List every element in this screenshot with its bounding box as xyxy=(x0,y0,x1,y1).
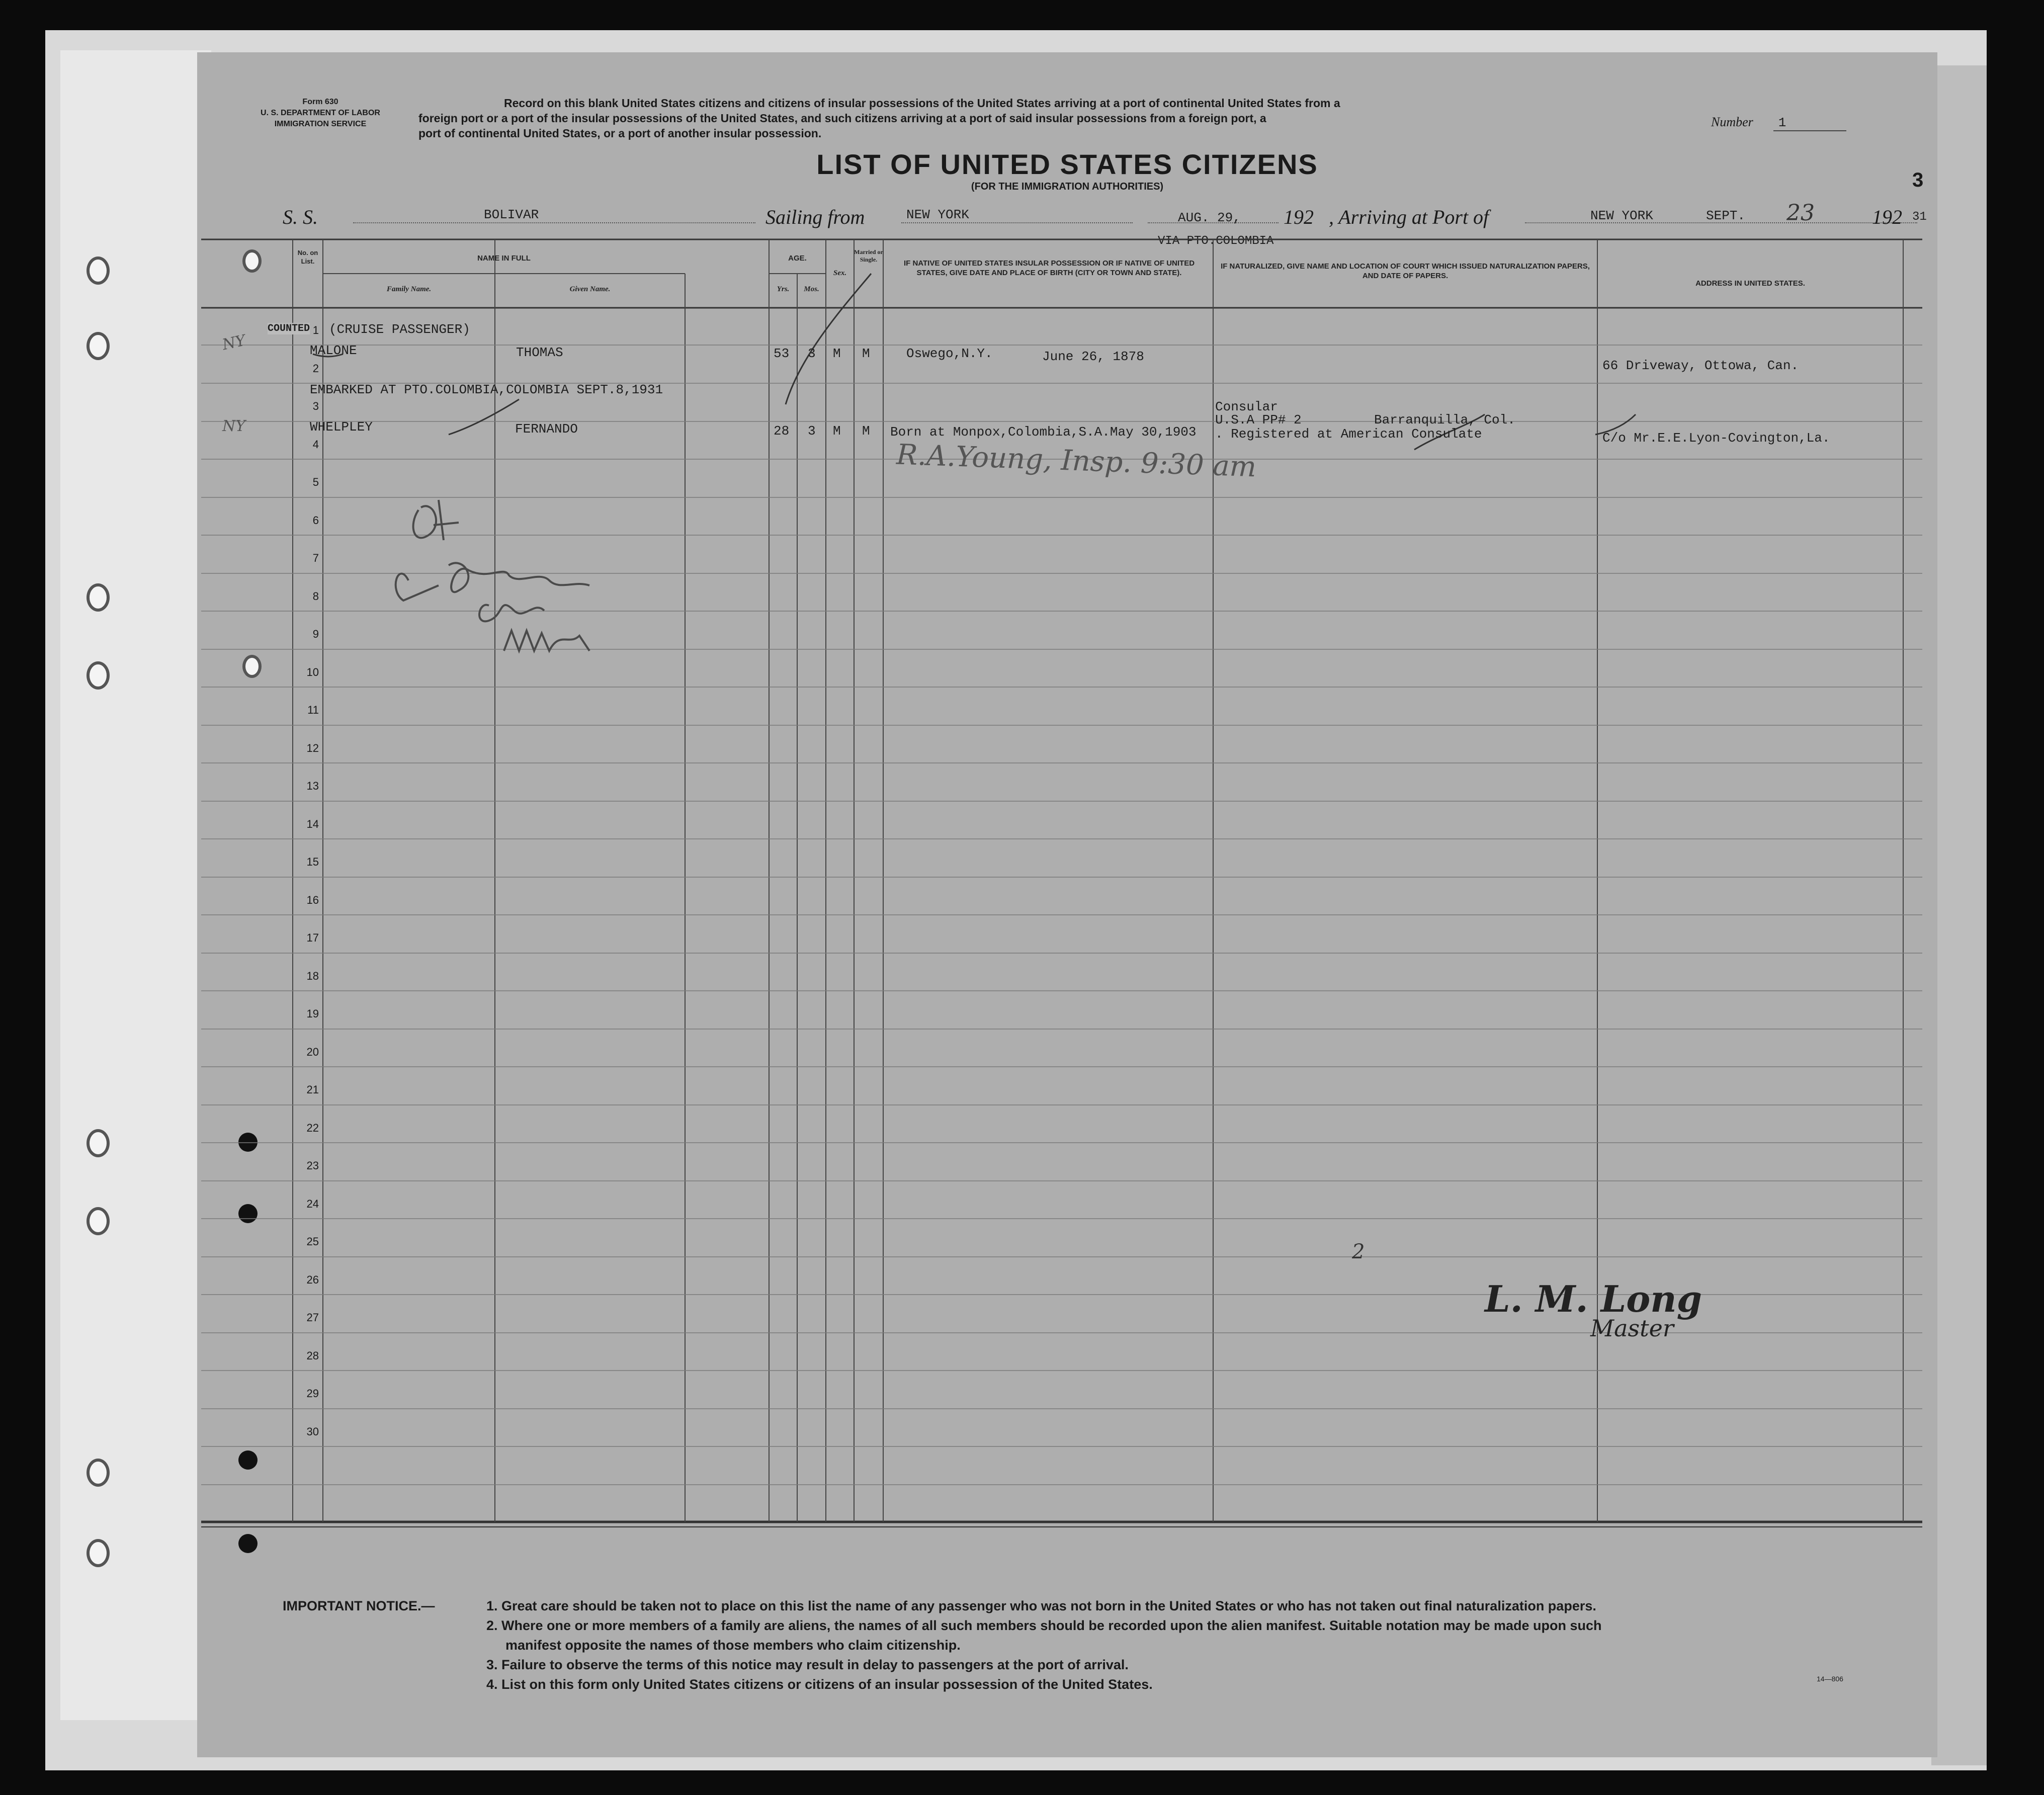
manifest-sheet xyxy=(197,52,1937,1757)
record-instruction-1: Record on this blank United States citizens and citizens of insular possessions of the United States arriving at a port of continental United States from a xyxy=(504,97,1340,110)
page-subtitle: (FOR THE IMMIGRATION AUTHORITIES) xyxy=(971,181,1164,192)
binder-hole xyxy=(87,1207,110,1235)
arriving-port: NEW YORK xyxy=(1590,208,1653,223)
page-mark: 3 xyxy=(1912,169,1924,191)
notice-item-2a: 2. Where one or more members of a family are aliens, the names of all such members should be recorded upon the alien manifest. Suitable notation may be made upon such xyxy=(486,1618,1602,1633)
col-age: AGE. xyxy=(788,254,807,263)
r3-yrs: 28 xyxy=(774,423,790,439)
binder-hole xyxy=(87,257,110,285)
row-number: 5 xyxy=(312,476,319,488)
r1-family-name: MALONE xyxy=(310,343,357,358)
row-number: 24 xyxy=(306,1197,319,1210)
col-sex: Sex. xyxy=(833,269,847,277)
form-number: Form 630 xyxy=(302,98,338,106)
binder-hole xyxy=(87,1539,110,1567)
arriving-label: , Arriving at Port of xyxy=(1329,206,1489,228)
ss-label: S. S. xyxy=(283,206,318,228)
r1-address: 66 Driveway, Ottowa, Can. xyxy=(1602,358,1799,373)
r3-married: M xyxy=(862,423,870,439)
row-number: 20 xyxy=(306,1045,319,1058)
binder-hole xyxy=(87,1459,110,1487)
margin-note-1: NY xyxy=(220,331,247,354)
row-number: 27 xyxy=(306,1311,319,1324)
record-instruction-2: foreign port or a port of the insular possessions of the United States, and such citizens arriving at a port of said insular possessions from a foreign port, a xyxy=(418,112,1266,125)
r3-mos: 3 xyxy=(808,423,816,439)
col-mos: Mos. xyxy=(804,285,819,293)
row-number: 10 xyxy=(306,665,319,678)
row-number: 1 xyxy=(312,324,319,336)
row-number: 9 xyxy=(312,628,319,640)
col-name-in-full: NAME IN FULL xyxy=(477,254,531,263)
r3-given-name: FERNANDO xyxy=(515,421,578,437)
binder-hole xyxy=(87,583,110,612)
table-grid xyxy=(197,52,1937,1757)
col-no: No. on List. xyxy=(297,249,318,265)
r1-mos: 3 xyxy=(808,346,816,361)
page-title: LIST OF UNITED STATES CITIZENS xyxy=(816,148,1318,180)
row-number: 16 xyxy=(306,893,319,906)
number-label: Number xyxy=(1711,115,1753,129)
notice-item-4: 4. List on this form only United States citizens or citizens of an insular possession of the United States. xyxy=(486,1677,1153,1692)
r1-birth-date: June 26, 1878 xyxy=(1042,349,1144,364)
number-value: 1 xyxy=(1773,115,1847,131)
row-number: 26 xyxy=(306,1273,319,1286)
sailing-from: NEW YORK xyxy=(906,207,969,222)
col-naturalized: IF NATURALIZED, GIVE NAME AND LOCATION OF COURT WHICH ISSUED NATURALIZATION PAPERS, AND DATE OF PAPERS. xyxy=(1221,262,1590,280)
notice-label: IMPORTANT NOTICE.— xyxy=(283,1598,435,1613)
r3-nat-location: Barranquilla, Col. xyxy=(1374,412,1515,428)
r1-yrs: 53 xyxy=(774,346,790,361)
r3-nat-registered: . Registered at American Consulate xyxy=(1215,426,1482,442)
binder-hole xyxy=(87,1129,110,1157)
col-family-name: Family Name. xyxy=(386,285,432,293)
row-number: 3 xyxy=(312,400,319,412)
r3-nat-consular: Consular xyxy=(1215,399,1278,414)
row-number: 25 xyxy=(306,1235,319,1248)
master-title: Master xyxy=(1590,1315,1674,1342)
year-suffix: 31 xyxy=(1912,210,1927,224)
col-married: Married or Single. xyxy=(854,248,883,263)
r3-nat-passport: U.S.A PP# 2 xyxy=(1215,412,1302,428)
underlying-page-edge xyxy=(1931,65,1987,1765)
row-number: 19 xyxy=(306,1007,319,1020)
row-number: 17 xyxy=(306,931,319,944)
master-signature: L. M. Long xyxy=(1485,1277,1702,1320)
form-code: 14—806 xyxy=(1817,1675,1843,1683)
r3-family-name: WHELPLEY xyxy=(310,419,373,435)
binder-hole xyxy=(87,332,110,360)
sailing-date: AUG. 29, xyxy=(1178,210,1241,225)
record-instruction-3: port of continental United States, or a port of another insular possession. xyxy=(418,127,822,140)
row-number: 15 xyxy=(306,856,319,868)
row-number: 30 xyxy=(306,1425,319,1438)
r1-married: M xyxy=(862,346,870,361)
r1-given-name: THOMAS xyxy=(516,345,563,360)
row-number: 8 xyxy=(312,589,319,603)
cruise-note: (CRUISE PASSENGER) xyxy=(329,322,470,337)
row-number: 18 xyxy=(306,969,319,982)
notice-item-1: 1. Great care should be taken not to place on this list the name of any passenger who was not born in the United States or who has not taken out final naturalization papers. xyxy=(486,1598,1596,1613)
arrival-day: 23 xyxy=(1786,200,1815,226)
row-number: 12 xyxy=(306,741,319,754)
row-number: 2 xyxy=(312,362,319,375)
r1-sex: M xyxy=(833,346,841,361)
r3-address: C/o Mr.E.E.Lyon-Covington,La. xyxy=(1602,431,1830,446)
r3-sex: M xyxy=(833,423,841,439)
via-port: VIA PTO.COLOMBIA xyxy=(1158,234,1274,248)
col-address: ADDRESS IN UNITED STATES. xyxy=(1695,279,1805,288)
col-yrs: Yrs. xyxy=(777,285,790,293)
sailing-label: Sailing from xyxy=(765,206,865,228)
row-number: 21 xyxy=(306,1083,319,1096)
r1-birth-place: Oswego,N.Y. xyxy=(906,346,993,361)
inspector-signature: R.A.Young, Insp. 9:30 am xyxy=(896,438,1257,484)
row-number: 28 xyxy=(306,1349,319,1362)
row-number: 14 xyxy=(306,817,319,830)
row-number: 7 xyxy=(312,552,319,564)
handwritten-initials-scribble xyxy=(338,480,841,761)
stray-mark: 2 xyxy=(1352,1240,1365,1263)
row-number: 4 xyxy=(312,438,319,451)
row-number: 13 xyxy=(306,780,319,792)
row-number: 29 xyxy=(306,1387,319,1400)
row-number: 6 xyxy=(312,514,319,527)
r3-birth: Born at Monpox,Colombia,S.A.May 30,1903 xyxy=(890,424,1197,440)
year-prefix: 192 xyxy=(1284,206,1314,228)
service-name: IMMIGRATION SERVICE xyxy=(274,120,367,128)
row-number: 22 xyxy=(306,1121,319,1134)
notice-item-3: 3. Failure to observe the terms of this notice may result in delay to passengers at the port of arrival. xyxy=(486,1657,1129,1672)
notice-item-2b: manifest opposite the names of those members who claim citizenship. xyxy=(505,1638,961,1653)
r2-embarked-note: EMBARKED AT PTO.COLOMBIA,COLOMBIA SEPT.8,1931 xyxy=(310,382,663,397)
arrival-date: SEPT. xyxy=(1706,208,1746,223)
row-number: 11 xyxy=(307,704,319,716)
binder-hole xyxy=(87,661,110,690)
margin-note-2: NY xyxy=(222,417,246,435)
col-given-name: Given Name. xyxy=(569,285,611,293)
col-birth: IF NATIVE OF UNITED STATES INSULAR POSSESSION OR IF NATIVE OF UNITED STATES, GIVE DATE AND PLACE OF BIRTH (CITY OR TOWN AND STATE). xyxy=(903,259,1195,277)
row-number: 23 xyxy=(306,1159,319,1172)
ship-name: BOLIVAR xyxy=(484,207,539,222)
counted-stamp: COUNTED xyxy=(268,323,310,334)
binding-strip xyxy=(60,50,211,1720)
department-name: U. S. DEPARTMENT OF LABOR xyxy=(261,109,380,117)
year-prefix-2: 192 xyxy=(1872,206,1902,228)
